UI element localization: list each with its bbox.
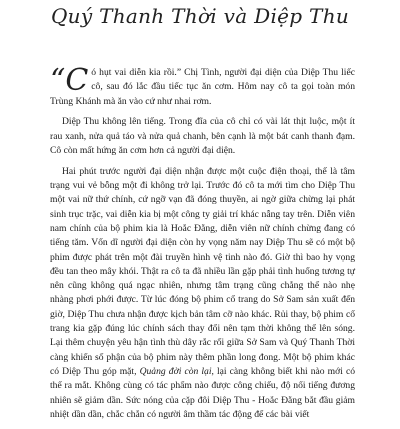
chapter-title: Quý Thanh Thời và Diệp Thu [50, 4, 350, 28]
paragraph-2: Diệp Thu không lên tiếng. Trong đĩa của cô chỉ có vài lát thịt luộc, một ít rau xanh, nửa quả táo và nửa quả chanh, bên cạnh là một bát canh thanh đạm. Cô còn mất hứng ăn cơm hơn cả người đại diện. [50, 116, 355, 156]
paragraph-1 [50, 63, 355, 109]
paragraph-3-text-b: , lại càng không biết khi nào mới có thể ra mắt. Không cùng có tác phẩm nào được công chiếu, độ nổi tiếng đương nhiên sẽ giảm dần. Sức nóng của cặp đôi Diệp Thu - Hoắc Đằng bắt đầu giảm nhiệt dần dần, chắc chắn có người âm thầm tác động để các bài viết [50, 365, 356, 420]
book-title-italic: Quảng đời còn lại [139, 365, 212, 377]
paragraph-3-text-a: Hai phút trước người đại diện nhận được một cuộc điện thoại, thế là tâm trạng vui vẻ bỗng một đi không trở lại. Trước đó cô ta mới tìm cho Diệp Thu một vai nữ thứ chính, cứ ngỡ vạn đã đóng thuyền, ai ngờ giữa chừng lại phát sinh trục trặc, vai diễn kia bị một công ty giải trí khác nẫng tay trên. Diễn viên nam chính của bộ phim kia là Hoắc Đằng, diễn viên nữ chính chừng đang có tiếng tăm. Vốn dĩ người đại diện còn hy vọng năm nay Diệp Thu sẽ có một bộ phim được phát trên một đài truyền hình vệ tinh nào đó. Giờ thì bao hy vọng đều tan theo mây khói. Thật ra cô ta đã nhiều lần gặp phải tình huống tương tự nên cũng không quá ngạc nhiên, nhưng tâm trạng cũng chẳng thể nào nhẹ nhàng phơi phới được. Từ lúc đóng bộ phim cổ trang do Sở Sam sản xuất đến giờ, Diệp Thu chưa nhận được kịch bản tâm cỡ nào khác. Rủi thay, bộ phim cổ trang kia gặp đúng lúc chính sách thay đổi nên tạm thời không thể lên sóng. Lại thêm chuyện yêu hận tình thù dây rắc rối giữa Sở Sam và Quý Thanh Thời càng khiến số phận của bộ phim này thêm phần long đong. Một bộ phim khác có Diệp Thu góp mặt, [50, 165, 355, 377]
drop-cap: “C [50, 63, 89, 98]
paragraph-1-text: ó hụt vai diễn kia rồi.” Chị Tình, người đại diện của Diệp Thu liếc cô, sau đó lắc đầu tiếc tục ăn cơm. Hôm nay cô ta gọi toàn món Trùng Khánh mà ăn vào cứ như nhai rơm. [50, 67, 355, 107]
chapter-body [50, 63, 356, 429]
paragraph-3 [50, 165, 355, 422]
